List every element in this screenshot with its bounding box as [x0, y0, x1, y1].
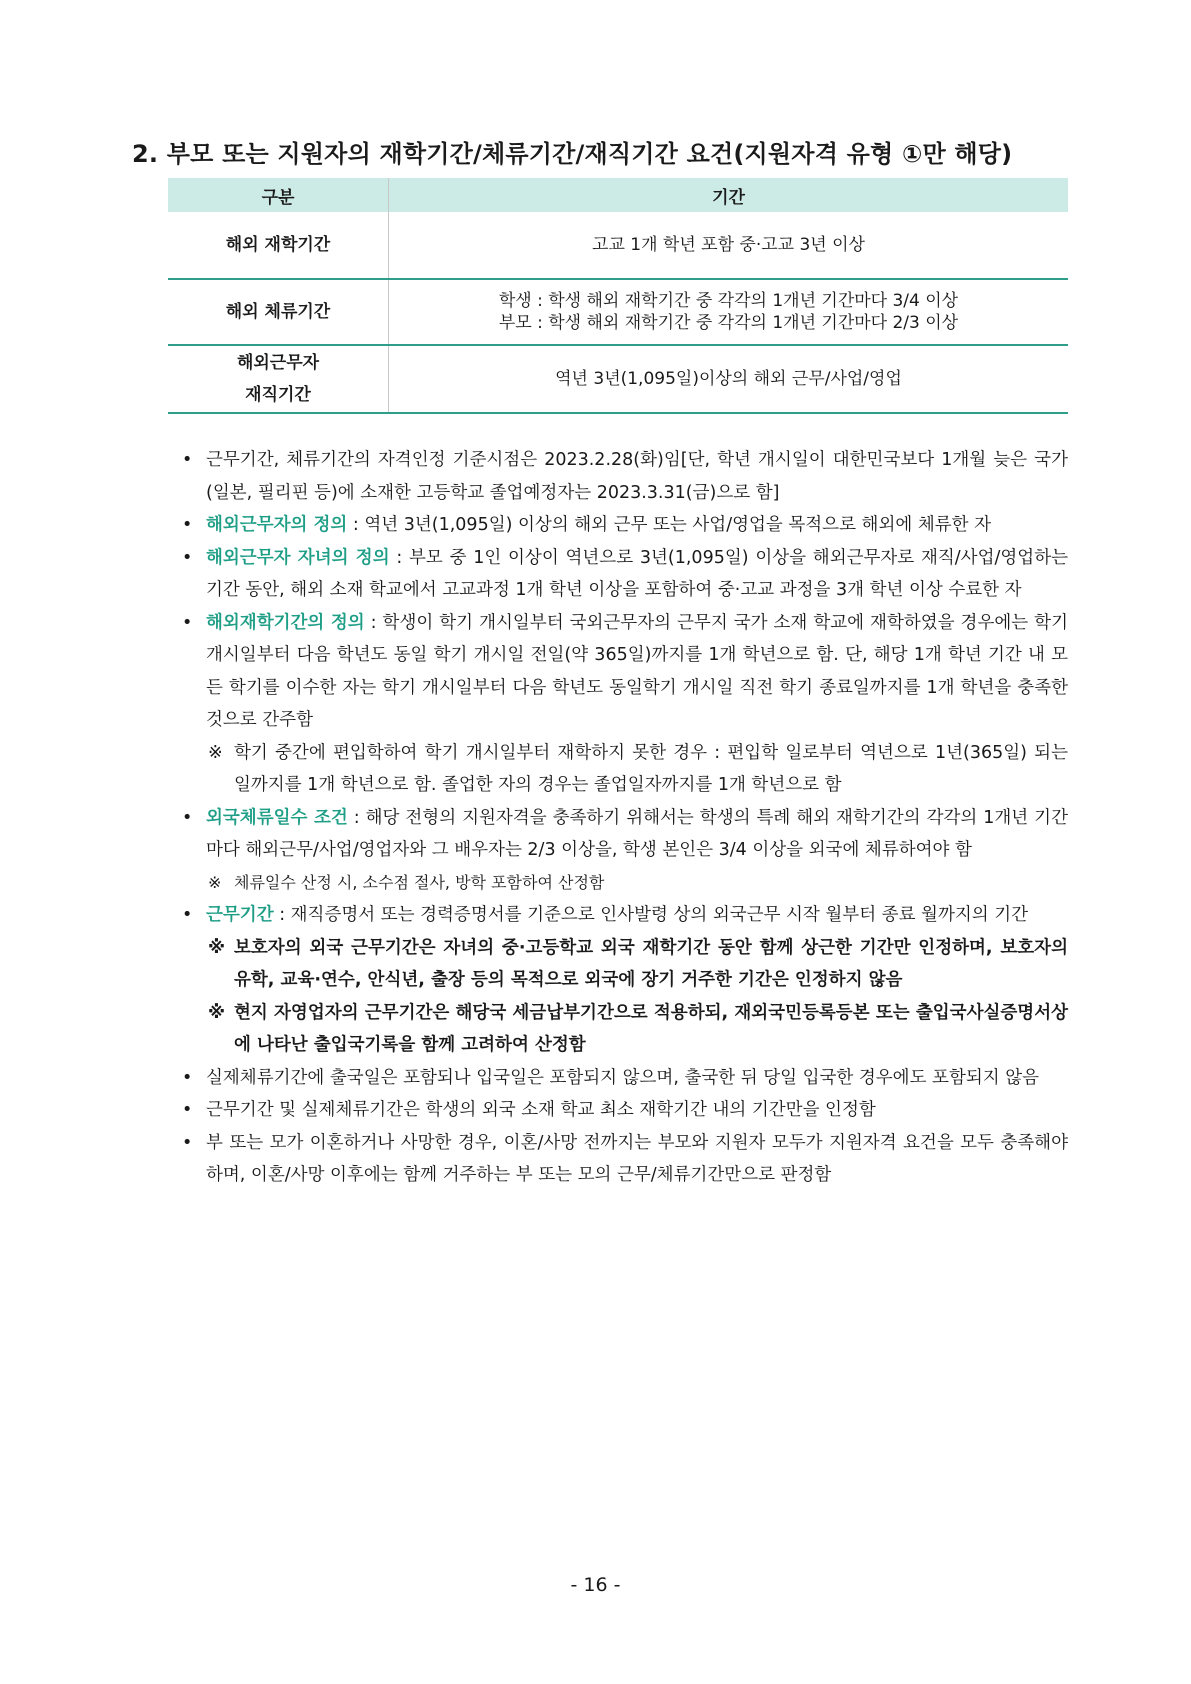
row-label: 해외 체류기간: [168, 279, 389, 345]
reference-mark-icon: ※: [208, 742, 223, 763]
bullet-icon: •: [182, 807, 193, 828]
highlight-term: 해외근무자의 정의: [206, 515, 348, 535]
reference-mark-icon: ※: [208, 1002, 226, 1023]
table-row: [168, 212, 1068, 279]
list-item: • 실제체류기간에 출국일은 포함되나 입국일은 포함되지 않으며, 출국한 뒤 당일 입국한 경우에도 포함되지 않음: [180, 1062, 1068, 1095]
list-item: • 근무기간 : 재직증명서 또는 경력증명서를 기준으로 인사발령 상의 외국근무 시작 월부터 종료 월까지의 기간: [180, 899, 1068, 932]
sub-note: ※ 현지 자영업자의 근무기간은 해당국 세금납부기간으로 적용하되, 재외국민등록등본 또는 출입국사실증명서상에 나타난 출입국기록을 함께 고려하여 산정함: [180, 997, 1068, 1062]
list-item: • 해외근무자의 정의 : 역년 3년(1,095일) 이상의 해외 근무 또는 사업/영업을 목적으로 해외에 체류한 자: [180, 509, 1068, 542]
table-header-row: [168, 178, 1068, 212]
highlight-term: 외국체류일수 조건: [206, 807, 348, 828]
sub-note: ※ 보호자의 외국 근무기간은 자녀의 중·고등학교 외국 재학기간 동안 함께 상근한 기간만 인정하며, 보호자의 유학, 교육·연수, 안식년, 출장 등의 목적으로 외국에 장기 거주한 기간은 인정하지 않음: [180, 932, 1068, 997]
row-value: 고교 1개 학년 포함 중·고교 3년 이상: [389, 212, 1069, 279]
table-row: [168, 345, 1068, 413]
reference-mark-icon: ※: [208, 872, 222, 892]
bullet-icon: •: [182, 905, 193, 925]
reference-mark-icon: ※: [208, 937, 226, 958]
list-item: • 부 또는 모가 이혼하거나 사망한 경우, 이혼/사망 전까지는 부모와 지원자 모두가 지원자격 요건을 모두 충족해야 하며, 이혼/사망 이후에는 함께 거주하는 부 또는 모의 근무/체류기간만으로 판정함: [180, 1127, 1068, 1192]
bullet-icon: •: [182, 547, 193, 568]
bullet-icon: •: [182, 450, 193, 470]
list-item: • 외국체류일수 조건 : 해당 전형의 지원자격을 충족하기 위해서는 학생의 특례 해외 재학기간의 각각의 1개년 기간마다 해외근무/사업/영업자와 그 배우자는 2/3 이상을, 학생 본인은 3/4 이상을 외국에 체류하여야 함: [180, 802, 1068, 867]
bullet-icon: •: [182, 515, 193, 535]
bullet-icon: •: [182, 1067, 193, 1088]
sub-note: ※ 학기 중간에 편입학하여 학기 개시일부터 재학하지 못한 경우 : 편입학 일로부터 역년으로 1년(365일) 되는 일까지를 1개 학년으로 함. 졸업한 자의 경우는 졸업일자까지를 1개 학년으로 함: [180, 737, 1068, 802]
bullet-icon: •: [182, 1100, 193, 1120]
page-number: - 16 -: [570, 1574, 621, 1596]
row-value: 역년 3년(1,095일)이상의 해외 근무/사업/영업: [389, 345, 1069, 413]
list-item: • 해외재학기간의 정의 : 학생이 학기 개시일부터 국외근무자의 근무지 국가 소재 학교에 재학하였을 경우에는 학기 개시일부터 다음 학년도 동일 학기 개시일 전일(약 365일)까지를 1개 학년으로 함. 단, 해당 1개 학년 기간 내 모든 학기를 이수한 자는 학기 개시일부터 다음 학년도 동일학기 개시일 직전 학기 종료일까지를 1개 학년을 충족한 것으로 간주함: [180, 607, 1068, 737]
bullet-icon: •: [182, 1132, 193, 1153]
header-period: 기간: [389, 178, 1069, 212]
bullet-icon: •: [182, 612, 193, 633]
row-label: 해외근무자 재직기간: [168, 345, 389, 413]
row-value: 학생 : 학생 해외 재학기간 중 각각의 1개년 기간마다 3/4 이상 부모 : 학생 해외 재학기간 중 각각의 1개년 기간마다 2/3 이상: [389, 279, 1069, 345]
notes-list: [180, 444, 1068, 1192]
highlight-term: 해외재학기간의 정의: [206, 612, 365, 633]
requirements-table: [168, 178, 1068, 414]
list-item: • 해외근무자 자녀의 정의 : 부모 중 1인 이상이 역년으로 3년(1,095일) 이상을 해외근무자로 재직/사업/영업하는 기간 동안, 해외 소재 학교에서 고교과정 1개 학년 이상을 포함하여 중·고교 과정을 3개 학년 이상 수료한 자: [180, 542, 1068, 607]
header-category: 구분: [168, 178, 389, 212]
list-item: • 근무기간, 체류기간의 자격인정 기준시점은 2023.2.28(화)임[단, 학년 개시일이 대한민국보다 1개월 늦은 국가(일본, 필리핀 등)에 소재한 고등학교 졸업예정자는 2023.3.31(금)으로 함]: [180, 444, 1068, 509]
highlight-term: 해외근무자 자녀의 정의: [206, 547, 390, 568]
table-row: [168, 279, 1068, 345]
section-title: 2. 부모 또는 지원자의 재학기간/체류기간/재직기간 요건(지원자격 유형 ①만 해당): [132, 140, 1013, 168]
highlight-term: 근무기간: [206, 905, 274, 925]
row-label: 해외 재학기간: [168, 212, 389, 279]
list-item: • 근무기간 및 실제체류기간은 학생의 외국 소재 학교 최소 재학기간 내의 기간만을 인정함: [180, 1094, 1068, 1127]
sub-note: ※ 체류일수 산정 시, 소수점 절사, 방학 포함하여 산정함: [180, 867, 1068, 900]
